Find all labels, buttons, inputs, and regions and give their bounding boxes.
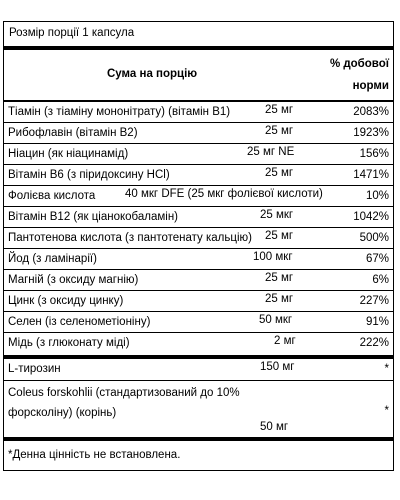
- table-row: [4, 290, 393, 312]
- nutrient-name: Ніацин (як ніацинамід): [8, 148, 129, 160]
- nutrient-amount: 25 мг: [265, 272, 294, 284]
- nutrient-name: Магній (з оксиду магнію): [8, 274, 139, 286]
- nutrient-dv: 1471%: [353, 169, 389, 181]
- nutrient-dv: 6%: [372, 274, 389, 286]
- nutrient-amount: 50 мкг: [259, 314, 293, 326]
- nutrient-amount: 25 мг: [265, 125, 294, 137]
- table-row: [4, 380, 393, 438]
- nutrient-amount: 50 мг: [260, 421, 289, 433]
- nutrient-dv: 156%: [359, 148, 389, 160]
- table-row: [4, 269, 393, 291]
- nutrient-amount: 25 мг: [265, 104, 294, 116]
- amount-per-serving-header: Сума на порцію: [107, 68, 198, 80]
- daily-value-header-line2: норми: [352, 80, 389, 92]
- nutrient-dv: 2083%: [353, 106, 389, 118]
- nutrient-dv: 1923%: [353, 127, 389, 139]
- footnote: *Денна цінність не встановлена.: [8, 449, 181, 461]
- nutrient-name: Тіамін (з тіаміну мононітрату) (вітамін B1): [8, 106, 231, 118]
- table-row: [4, 311, 393, 333]
- nutrient-name: Вітамін B12 (як ціанокобаламін): [8, 211, 179, 223]
- nutrient-dv: 500%: [359, 232, 389, 244]
- table-row: [4, 185, 393, 207]
- nutrient-amount: 25 мг: [265, 293, 294, 305]
- table-row: [4, 227, 393, 249]
- nutrient-dv: 10%: [365, 190, 389, 202]
- serving-size: Розмір порції 1 капсула: [9, 27, 135, 39]
- table-row: [4, 122, 393, 144]
- nutrient-name: Цинк (з оксиду цинку): [8, 295, 124, 307]
- nutrient-dv: *: [384, 405, 389, 417]
- nutrient-amount: 25 мкг: [260, 209, 294, 221]
- table-row: [4, 332, 393, 354]
- daily-value-header: % добової: [329, 58, 389, 70]
- table-row: [4, 143, 393, 165]
- nutrient-amount: 25 мг: [265, 230, 294, 242]
- nutrient-amount: 40 мкг DFE (25 мкг фолієвої кислоти): [125, 188, 323, 200]
- nutrient-name-line2: форсколіну) (корінь): [8, 407, 117, 419]
- nutrient-name: Селен (із селенометіоніну): [8, 316, 151, 328]
- nutrient-name: L-тирозин: [8, 363, 61, 375]
- nutrient-name: Рибофлавін (вітамін B2): [8, 127, 138, 139]
- table-row: [4, 206, 393, 228]
- table-row: [4, 248, 393, 270]
- supplement-facts-panel: [3, 21, 394, 471]
- nutrient-dv: 222%: [359, 337, 389, 349]
- nutrient-amount: 25 мг: [265, 167, 294, 179]
- nutrient-dv: 67%: [365, 253, 389, 265]
- nutrient-amount: 25 мг NE: [247, 146, 295, 158]
- table-row: [4, 164, 393, 186]
- nutrient-amount: 2 мг: [274, 335, 296, 347]
- nutrient-name: Фолієва кислота: [8, 190, 96, 202]
- table-row: [4, 101, 393, 123]
- divider-thick: [4, 437, 393, 441]
- nutrient-name: Йод (з ламінарії): [8, 253, 97, 265]
- nutrient-name: Вітамін B6 (з піридоксину HCl): [8, 169, 170, 181]
- divider-thick: [4, 46, 393, 50]
- nutrient-amount: 150 мг: [260, 361, 295, 373]
- nutrient-name: Мідь (з глюконату міді): [8, 337, 130, 349]
- nutrient-dv: 227%: [359, 295, 389, 307]
- nutrient-name: Coleus forskohlii (стандартизований до 10%: [8, 387, 240, 399]
- table-row: [4, 359, 393, 380]
- nutrient-name: Пантотенова кислота (з пантотенату кальцію): [8, 232, 252, 244]
- nutrient-dv: 91%: [365, 316, 389, 328]
- nutrient-dv: 1042%: [353, 211, 389, 223]
- nutrient-amount: 100 мкг: [253, 251, 293, 263]
- nutrient-dv: *: [384, 363, 389, 375]
